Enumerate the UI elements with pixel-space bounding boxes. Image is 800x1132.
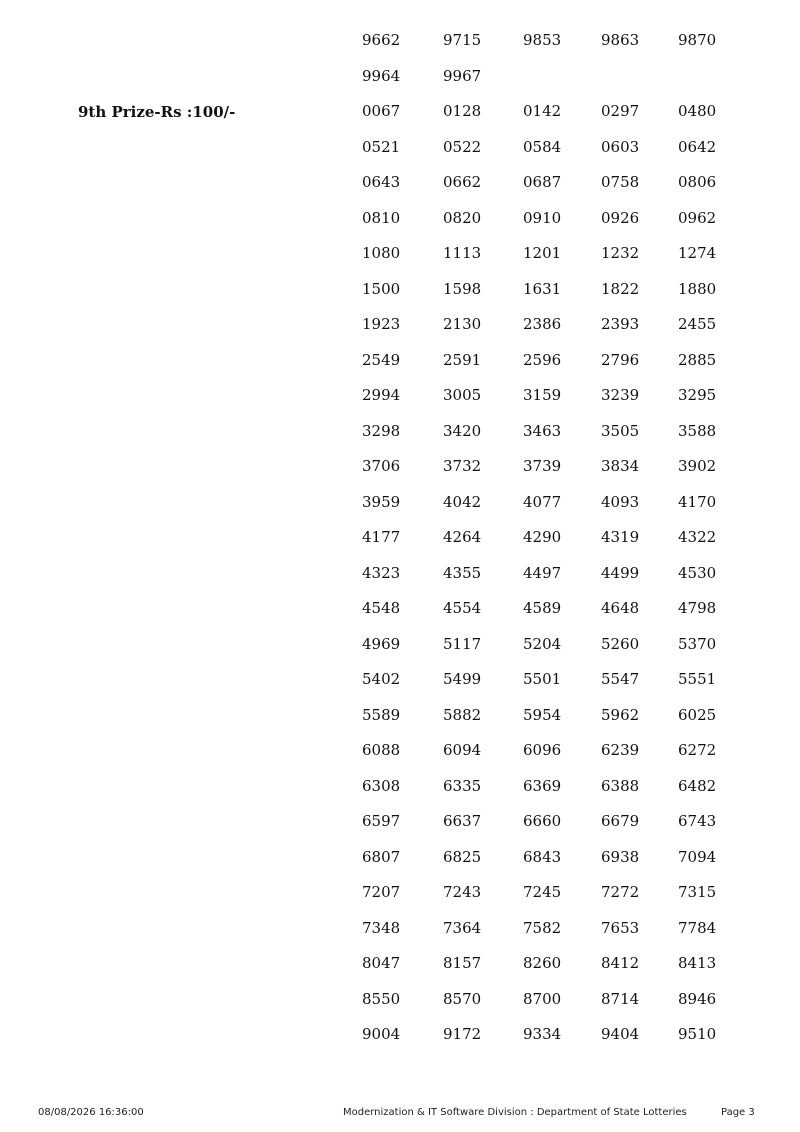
- ticket-number: 7348: [362, 918, 401, 937]
- ticket-number: 0521: [362, 137, 401, 156]
- ticket-number: 9334: [523, 1025, 562, 1043]
- ticket-number: 9964: [362, 66, 401, 85]
- ticket-number: 8550: [362, 989, 401, 1008]
- ticket-number: 3420: [443, 421, 482, 440]
- ticket-number: 1598: [443, 279, 482, 298]
- ticket-number: 3732: [443, 457, 482, 475]
- ticket-number: 3902: [678, 457, 717, 475]
- ticket-number: 3005: [443, 386, 482, 404]
- ticket-number: 7784: [678, 918, 717, 937]
- ticket-number: 0522: [443, 137, 482, 156]
- ticket-number: 7243: [443, 883, 482, 901]
- ticket-number: 6743: [678, 812, 717, 830]
- ticket-number: 5204: [523, 634, 562, 653]
- ticket-number: 4042: [443, 492, 482, 511]
- ticket-number: 5402: [362, 670, 401, 688]
- ticket-number: 4589: [523, 599, 562, 617]
- ticket-number: 6088: [362, 741, 401, 759]
- ticket-number: 8714: [601, 989, 640, 1008]
- ticket-number: 8047: [362, 954, 401, 972]
- ticket-number: 5117: [443, 634, 482, 653]
- ticket-number: 3295: [678, 386, 717, 404]
- ticket-number: 7582: [523, 918, 562, 937]
- ticket-number: 2549: [362, 350, 401, 369]
- ticket-number: 0642: [678, 137, 717, 156]
- ticket-number: 6094: [443, 741, 482, 759]
- ticket-number: 4499: [601, 563, 640, 582]
- ticket-number: 3834: [601, 457, 640, 475]
- ticket-number: 0962: [678, 208, 717, 227]
- ticket-number: 4319: [601, 528, 640, 546]
- ticket-number: 4264: [443, 528, 482, 546]
- ticket-number: 6597: [362, 812, 401, 830]
- ticket-number: 8700: [523, 989, 562, 1008]
- ticket-number: 9863: [601, 31, 640, 49]
- ticket-number: 3588: [678, 421, 717, 440]
- ticket-number: 0687: [523, 173, 562, 191]
- ticket-number: 0584: [523, 137, 562, 156]
- ticket-number: 4648: [601, 599, 640, 617]
- ticket-number: 6239: [601, 741, 640, 759]
- ticket-number: 2591: [443, 350, 482, 369]
- ticket-number: 4554: [443, 599, 482, 617]
- ticket-number: 5954: [523, 705, 562, 724]
- ticket-number: 1080: [362, 244, 401, 262]
- ticket-number: 0910: [523, 208, 562, 227]
- ticket-number: 0926: [601, 208, 640, 227]
- ticket-number: 4077: [523, 492, 562, 511]
- ticket-number: 4969: [362, 634, 401, 653]
- ticket-number: 3959: [362, 492, 401, 511]
- ticket-number: 8413: [678, 954, 717, 972]
- ticket-number: 0810: [362, 208, 401, 227]
- ticket-number: 6660: [523, 812, 562, 830]
- footer-datetime: 08/08/2026 16:36:00: [38, 1107, 144, 1118]
- ticket-number: 9853: [523, 31, 562, 49]
- ticket-number: 8412: [601, 954, 640, 972]
- ticket-number: 8260: [523, 954, 562, 972]
- ticket-number: 2885: [678, 350, 717, 369]
- ticket-number: 7094: [678, 847, 717, 866]
- ticket-number: 6308: [362, 776, 401, 795]
- ticket-number: 1880: [678, 279, 717, 298]
- ticket-number: 6825: [443, 847, 482, 866]
- ticket-number: 6482: [678, 776, 717, 795]
- ticket-number: 1274: [678, 244, 717, 262]
- footer-division: Modernization & IT Software Division : Department of State Lotteries: [343, 1107, 687, 1118]
- ticket-number: 9510: [678, 1025, 717, 1043]
- ticket-number: 4798: [678, 599, 717, 617]
- ticket-number: 5370: [678, 634, 717, 653]
- ticket-number: 5499: [443, 670, 482, 688]
- ticket-number: 2393: [601, 315, 640, 333]
- ticket-number: 3239: [601, 386, 640, 404]
- ticket-number: 0480: [678, 102, 717, 120]
- ticket-number: 2796: [601, 350, 640, 369]
- ticket-number: 9715: [443, 31, 482, 49]
- ticket-number: 5551: [678, 670, 717, 688]
- ticket-number: 3298: [362, 421, 401, 440]
- ticket-number: 3159: [523, 386, 562, 404]
- ticket-number: 1113: [443, 244, 482, 262]
- ticket-number: 5882: [443, 705, 482, 724]
- ticket-number: 3706: [362, 457, 401, 475]
- ticket-number: 2455: [678, 315, 717, 333]
- ticket-number: 5547: [601, 670, 640, 688]
- ticket-number: 7315: [678, 883, 717, 901]
- ticket-number: 9172: [443, 1025, 482, 1043]
- ticket-number: 6679: [601, 812, 640, 830]
- ticket-number: 4177: [362, 528, 401, 546]
- ticket-number: 1500: [362, 279, 401, 298]
- ticket-number: 7364: [443, 918, 482, 937]
- ticket-number: 6843: [523, 847, 562, 866]
- ticket-number: 5962: [601, 705, 640, 724]
- ticket-number: 4322: [678, 528, 717, 546]
- ticket-number: 0806: [678, 173, 717, 191]
- ticket-number: 7245: [523, 883, 562, 901]
- ticket-number: 7207: [362, 883, 401, 901]
- ticket-number: 1232: [601, 244, 640, 262]
- ticket-number: 3739: [523, 457, 562, 475]
- ticket-number: 3463: [523, 421, 562, 440]
- ticket-number: 2386: [523, 315, 562, 333]
- ticket-number: 9004: [362, 1025, 401, 1043]
- ticket-number: 9870: [678, 31, 717, 49]
- ticket-number: 2994: [362, 386, 401, 404]
- ticket-number: 4093: [601, 492, 640, 511]
- ticket-number: 0297: [601, 102, 640, 120]
- ticket-number: 0820: [443, 208, 482, 227]
- ticket-number: 6025: [678, 705, 717, 724]
- ticket-number: 4497: [523, 563, 562, 582]
- ticket-number: 7272: [601, 883, 640, 901]
- ticket-number: 8157: [443, 954, 482, 972]
- ticket-number: 0142: [523, 102, 562, 120]
- ticket-number: 6272: [678, 741, 717, 759]
- ticket-number: 6369: [523, 776, 562, 795]
- ticket-number: 4323: [362, 563, 401, 582]
- ticket-number: 4170: [678, 492, 717, 511]
- ticket-number: 2130: [443, 315, 482, 333]
- ticket-number: 4290: [523, 528, 562, 546]
- ticket-number: 9662: [362, 31, 401, 49]
- ticket-number: 0128: [443, 102, 482, 120]
- ticket-number: 3505: [601, 421, 640, 440]
- ticket-number: 1923: [362, 315, 401, 333]
- ticket-number: 2596: [523, 350, 562, 369]
- ticket-number: 0067: [362, 102, 401, 120]
- ticket-number: 5501: [523, 670, 562, 688]
- footer-page-number: Page 3: [721, 1107, 755, 1118]
- ticket-number: 6637: [443, 812, 482, 830]
- ticket-number: 6388: [601, 776, 640, 795]
- ticket-number: 0758: [601, 173, 640, 191]
- ticket-number: 6096: [523, 741, 562, 759]
- ticket-number: 1822: [601, 279, 640, 298]
- ticket-number: 1201: [523, 244, 562, 262]
- ticket-number: 9967: [443, 66, 482, 85]
- ticket-number: 4548: [362, 599, 401, 617]
- ticket-number: 0643: [362, 173, 401, 191]
- ticket-number: 5260: [601, 634, 640, 653]
- ticket-number: 5589: [362, 705, 401, 724]
- ticket-number: 8570: [443, 989, 482, 1008]
- ticket-number: 9404: [601, 1025, 640, 1043]
- ticket-number: 1631: [523, 279, 562, 298]
- ticket-number: 8946: [678, 989, 717, 1008]
- ticket-number: 6335: [443, 776, 482, 795]
- ticket-number: 0662: [443, 173, 482, 191]
- ticket-number: 4530: [678, 563, 717, 582]
- prize-label: 9th Prize-Rs :100/-: [78, 103, 236, 121]
- ticket-number: 7653: [601, 918, 640, 937]
- ticket-number: 6938: [601, 847, 640, 866]
- ticket-number: 6807: [362, 847, 401, 866]
- ticket-number: 4355: [443, 563, 482, 582]
- ticket-number: 0603: [601, 137, 640, 156]
